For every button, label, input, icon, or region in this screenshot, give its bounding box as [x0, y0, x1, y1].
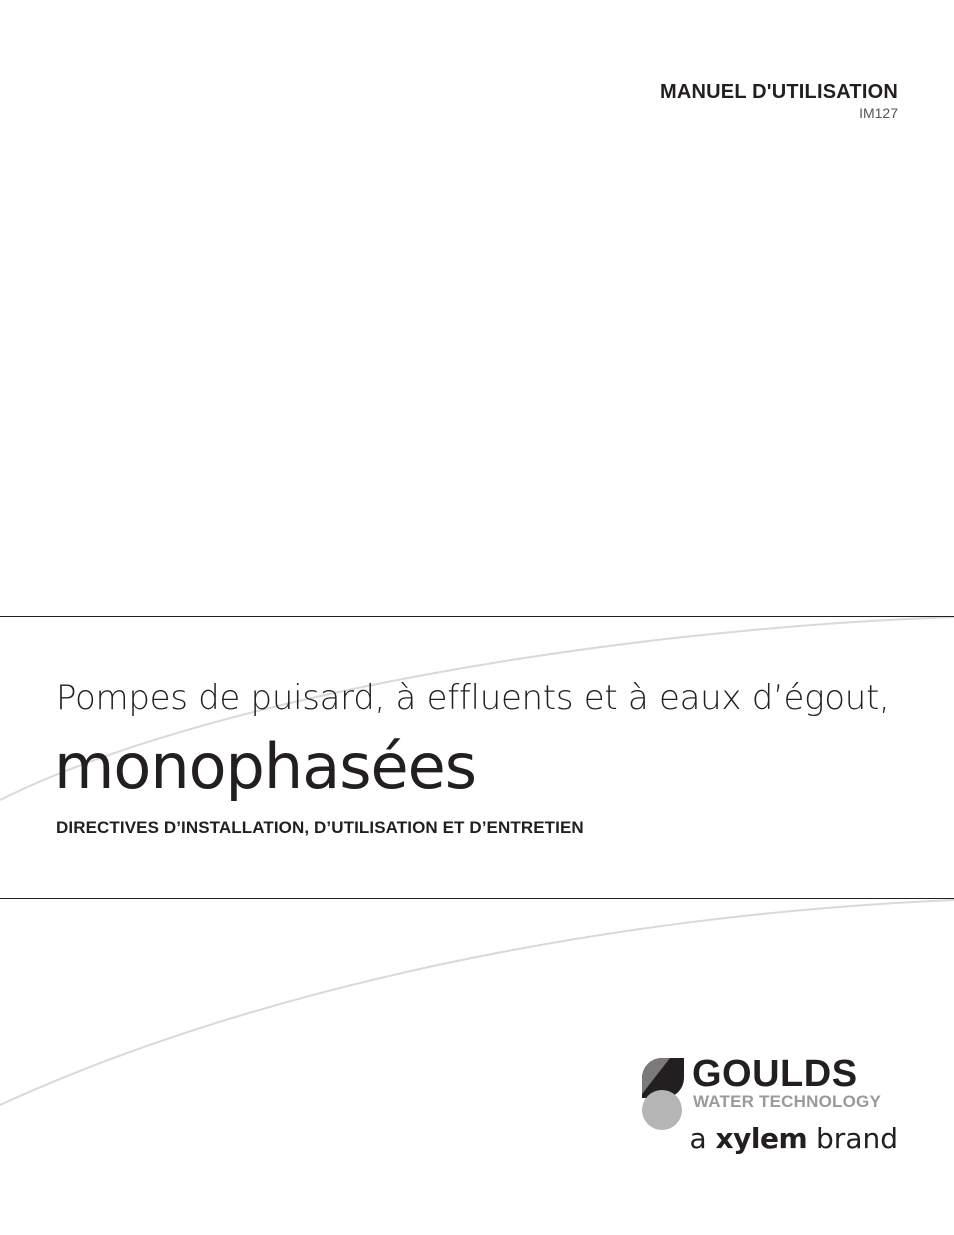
brand-name: xylem [715, 1122, 808, 1155]
title-line-2: monophasées [54, 730, 477, 803]
xylem-brand-line [689, 1122, 898, 1155]
divider-bottom [0, 898, 954, 899]
logo-tagline: WATER TECHNOLOGY [693, 1092, 881, 1111]
document-subtitle: DIRECTIVES D’INSTALLATION, D’UTILISATION ET D’ENTRETIEN [56, 818, 584, 837]
brand-suffix: brand [816, 1122, 898, 1155]
divider-top [0, 616, 954, 617]
document-header [660, 80, 898, 122]
brand-prefix: a [689, 1122, 707, 1155]
logo-name: GOULDS [692, 1053, 858, 1095]
document-code: IM127 [859, 105, 898, 121]
title-line-1: Pompes de puisard, à effluents et à eaux d’égout, [56, 678, 890, 718]
document-type: MANUEL D'UTILISATION [659, 81, 898, 103]
droplet-logo-icon [640, 1056, 686, 1132]
